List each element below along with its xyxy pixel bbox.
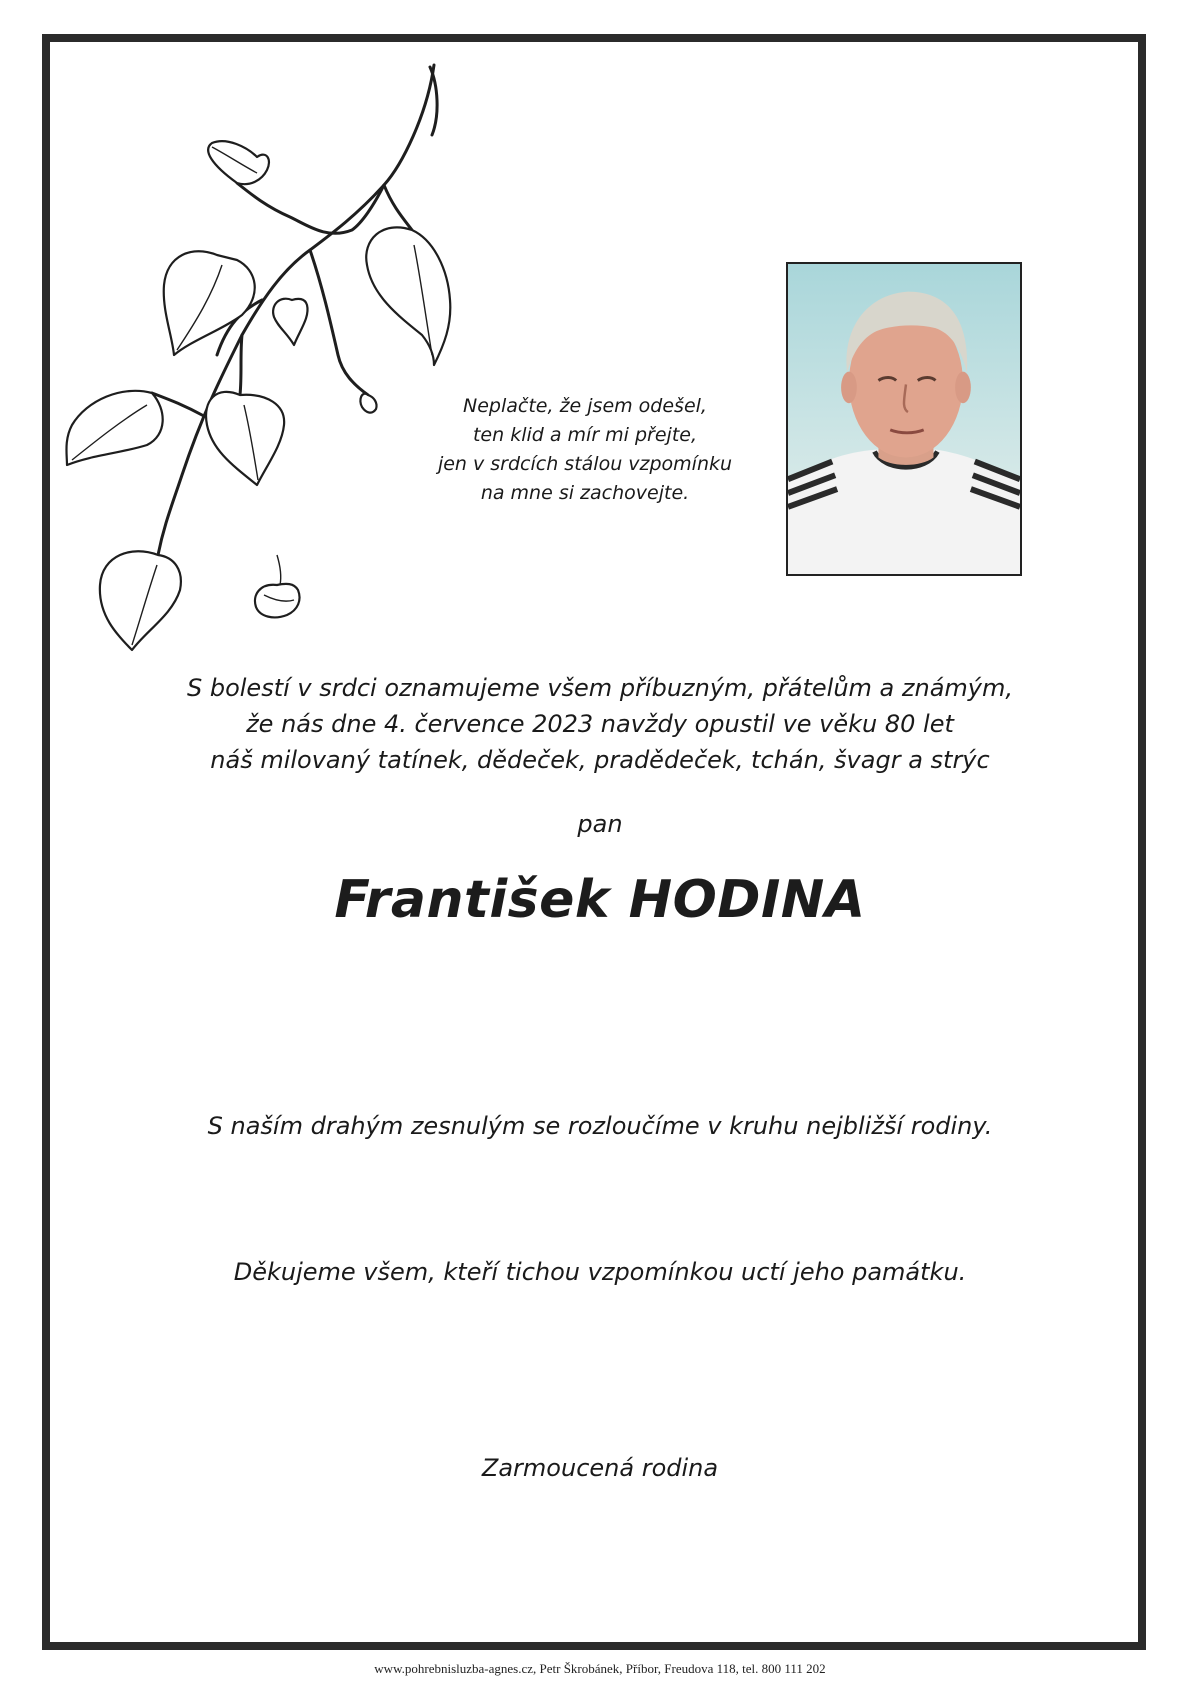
leaf-right: [366, 227, 450, 365]
honorific: pan: [577, 810, 623, 838]
portrait-photo: [786, 262, 1022, 576]
announcement-line: S bolestí v srdci oznamujeme všem příbuzným, přátelům a známým,: [186, 674, 1013, 702]
funeral-service-footer: www.pohrebnisluzba-agnes.cz, Petr Škrobánek, Příbor, Freudova 118, tel. 800 111 202: [374, 1661, 826, 1676]
family-signature: Zarmoucená rodina: [481, 1454, 719, 1482]
verse-line: na mne si zachovejte.: [480, 482, 690, 504]
memorial-verse: [420, 392, 750, 508]
farewell-note: S naším drahým zesnulým se rozloučíme v kruhu nejbližší rodiny.: [207, 1112, 993, 1140]
bud: [360, 394, 376, 413]
leaf-middle: [206, 392, 284, 485]
verse-line: Neplačte, že jsem odešel,: [463, 395, 707, 417]
thanks-note: Děkujeme všem, kteří tichou vzpomínkou uctí jeho památku.: [233, 1258, 967, 1286]
deceased-name: František HODINA: [334, 870, 866, 930]
announcement-line: náš milovaný tatínek, dědeček, pradědeček, tchán, švagr a strýc: [210, 746, 990, 774]
announcement-line: že nás dne 4. července 2023 navždy opustil ve věku 80 let: [246, 710, 954, 738]
branch-illustration: [62, 55, 512, 655]
leaf-bottom: [100, 551, 181, 650]
leaf-small-center: [273, 299, 307, 345]
verse-line: jen v srdcích stálou vzpomínku: [437, 453, 733, 475]
death-announcement: [150, 670, 1050, 778]
verse-line: ten klid a mír mi přejte,: [472, 424, 698, 446]
